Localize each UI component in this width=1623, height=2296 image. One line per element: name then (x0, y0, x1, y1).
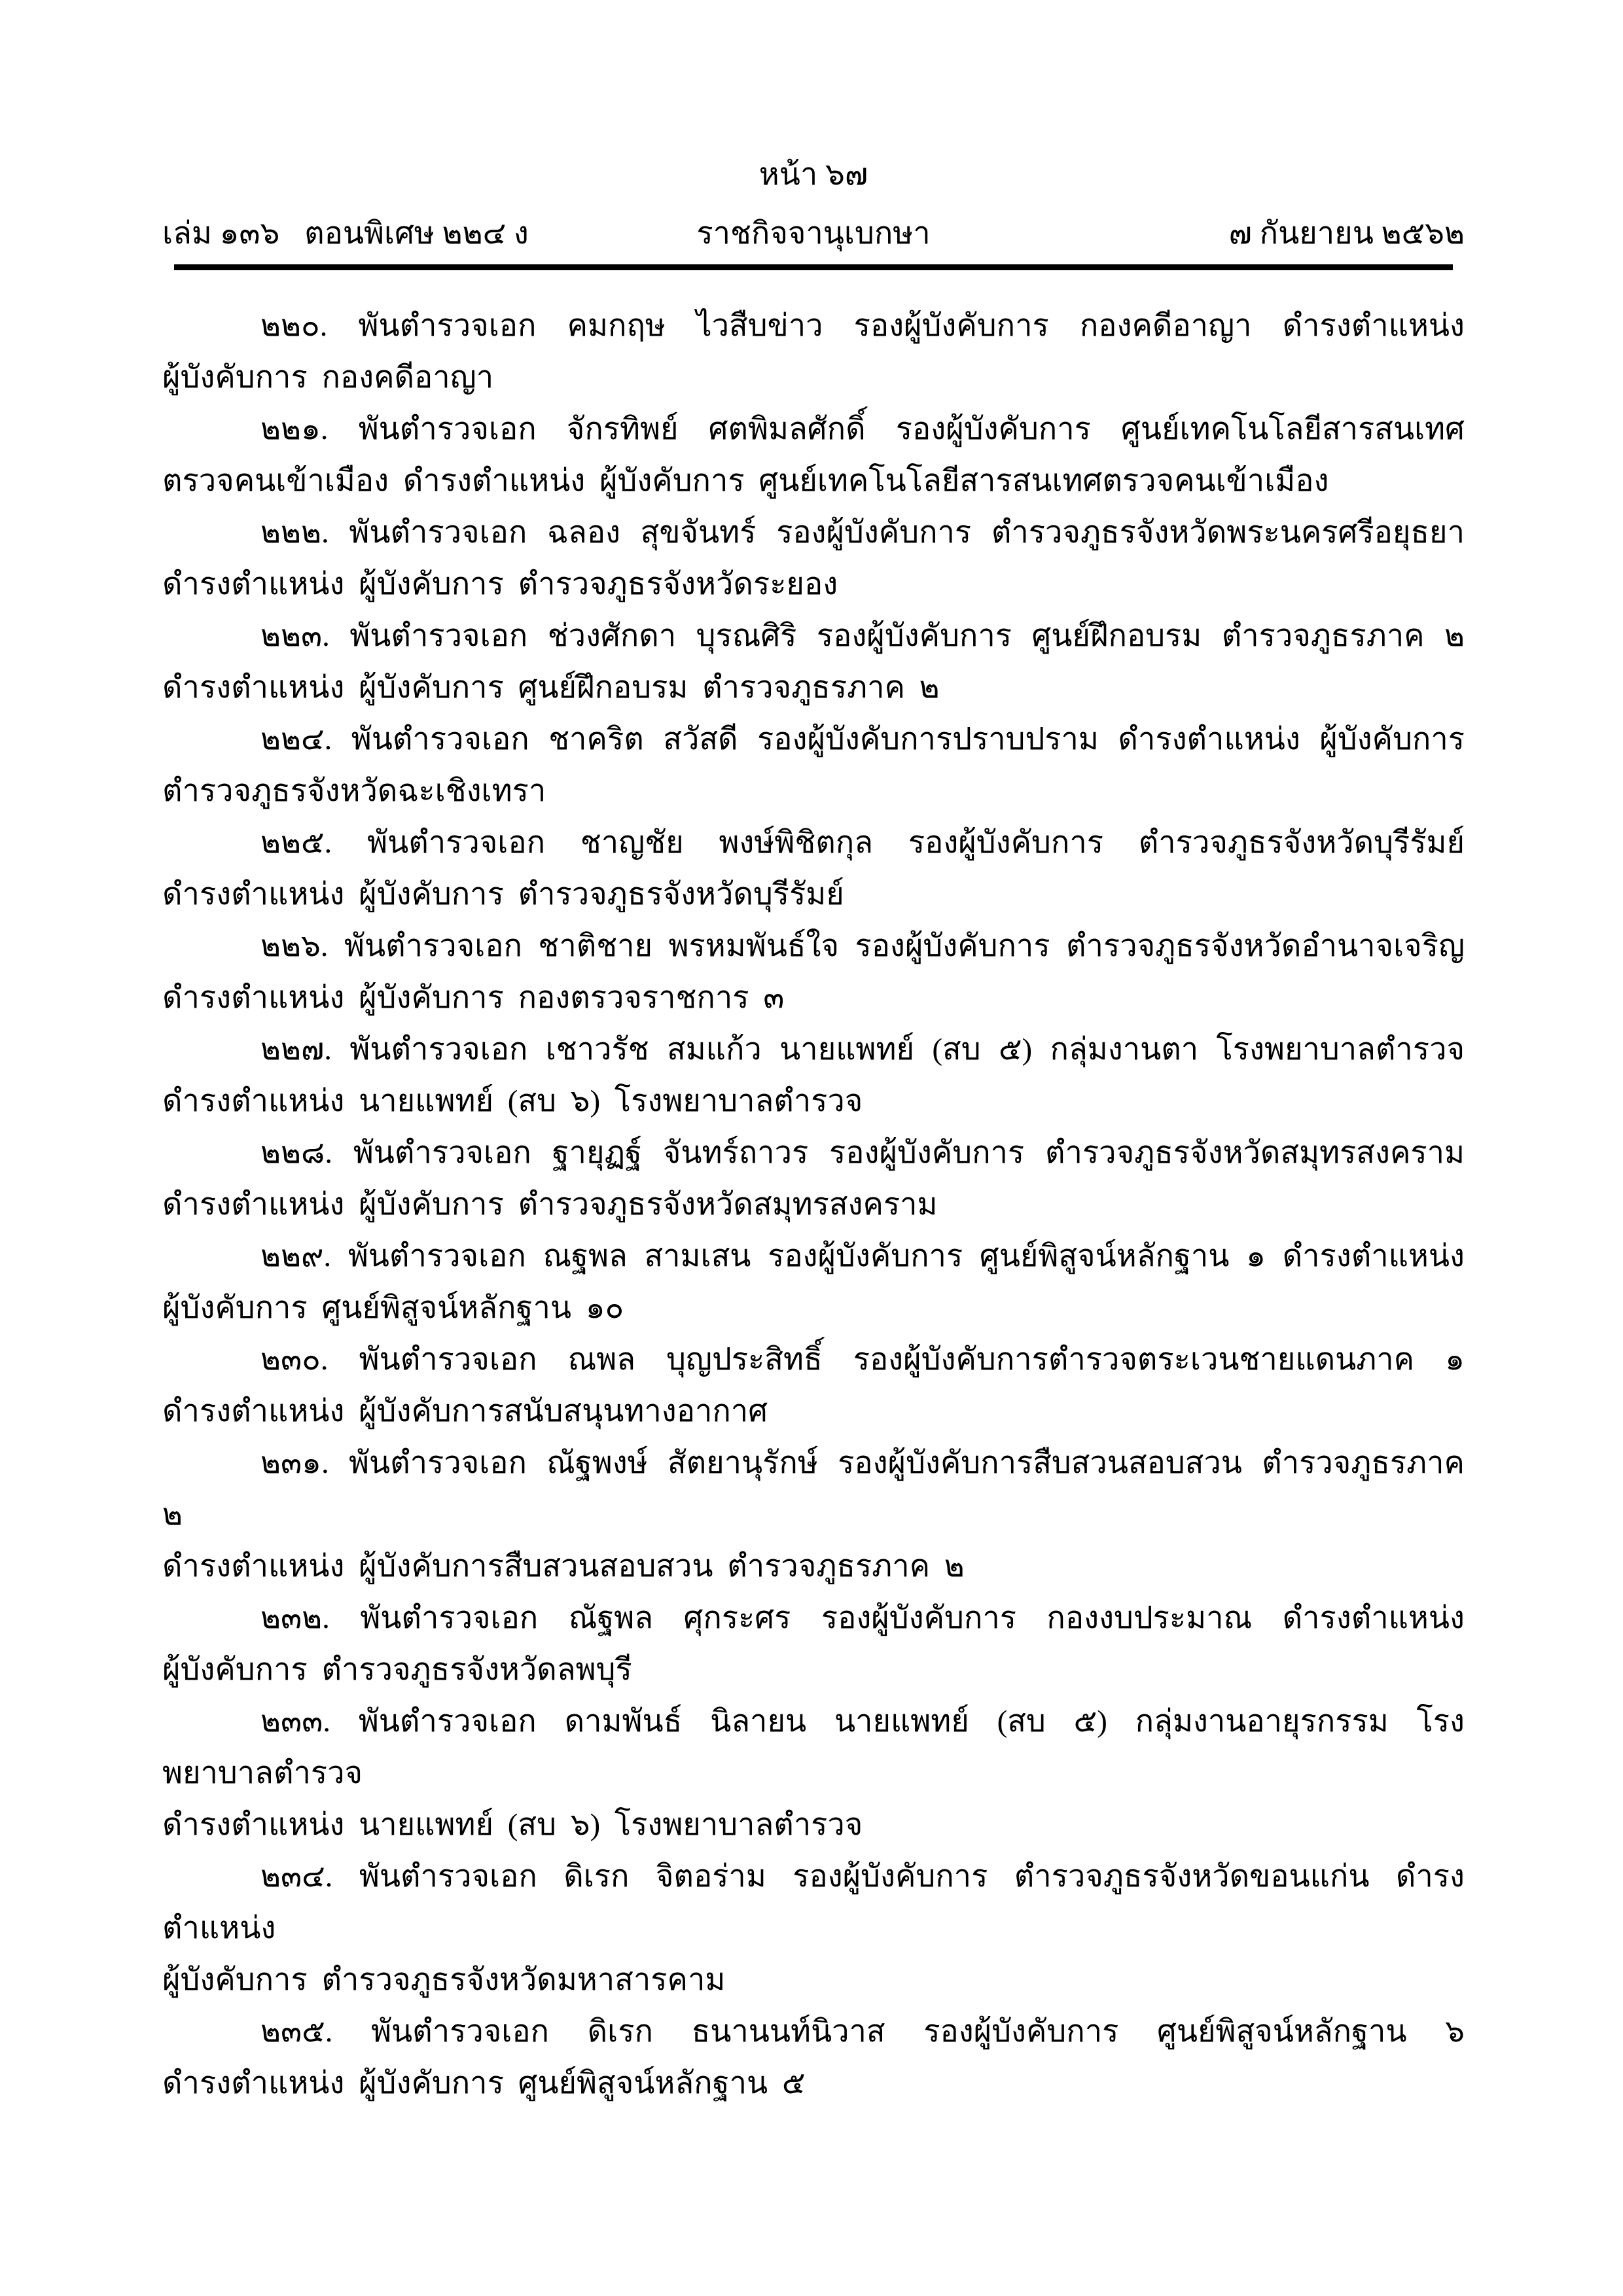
entry-first-line: ๒๒๕. พันตำรวจเอก ชาญชัย พงษ์พิชิตกุล รองผู้บังคับการ ตำรวจภูธรจังหวัดบุรีรัมย์ (260, 826, 1465, 860)
entry-continuation-line: ตำรวจภูธรจังหวัดฉะเชิงเทรา (162, 774, 546, 808)
entry-first-line: ๒๒๔. พันตำรวจเอก ชาคริต สวัสดี รองผู้บังคับการปราบปราม ดำรงตำแหน่ง ผู้บังคับการ (260, 722, 1465, 756)
appointment-entry (162, 300, 1465, 404)
appointment-entry (162, 404, 1465, 507)
appointment-entry (162, 1851, 1465, 2006)
entry-continuation-line: ผู้บังคับการ ศูนย์พิสูจน์หลักฐาน ๑๐ (162, 1291, 624, 1325)
appointment-entry (162, 921, 1465, 1024)
entry-first-line: ๒๓๒. พันตำรวจเอก ณัฐพล ศุกระศร รองผู้บังคับการ กองงบประมาณ ดำรงตำแหน่ง (260, 1601, 1465, 1635)
appointment-entry (162, 1024, 1465, 1127)
entry-first-line: ๒๒๓. พันตำรวจเอก ช่วงศักดา บุรณศิริ รองผู้บังคับการ ศูนย์ฝึกอบรม ตำรวจภูธรภาค ๒ (260, 619, 1465, 653)
entry-first-line: ๒๓๑. พันตำรวจเอก ณัฐพงษ์ สัตยานุรักษ์ รองผู้บังคับการสืบสวนสอบสวน ตำรวจภูธรภาค ๒ (162, 1446, 1465, 1532)
entry-continuation-line: ดำรงตำแหน่ง ผู้บังคับการสนับสนุนทางอากาศ (162, 1394, 768, 1428)
appointment-entries-list (162, 300, 1465, 2110)
gazette-title: ราชกิจจานุเบกษา (696, 217, 931, 251)
volume-issue (162, 215, 596, 253)
header-meta-row (162, 215, 1465, 253)
page-content (162, 156, 1465, 2110)
entry-first-line: ๒๒๑. พันตำรวจเอก จักรทิพย์ ศตพิมลศักดิ์ รองผู้บังคับการ ศูนย์เทคโนโลยีสารสนเทศ (260, 412, 1465, 446)
header-divider (174, 264, 1453, 270)
entry-continuation-line: ดำรงตำแหน่ง ผู้บังคับการ ศูนย์พิสูจน์หลักฐาน ๕ (162, 2066, 806, 2100)
entry-continuation-line: ดำรงตำแหน่ง ผู้บังคับการ ตำรวจภูธรจังหวัดบุรีรัมย์ (162, 877, 844, 911)
volume-label: เล่ม ๑๓๖ (162, 217, 280, 251)
appointment-entry (162, 610, 1465, 714)
entry-first-line: ๒๓๐. พันตำรวจเอก ณพล บุญประสิทธิ์ รองผู้บังคับการตำรวจตระเวนชายแดนภาค ๑ (260, 1343, 1465, 1377)
page-number-label: หน้า ๖๗ (758, 158, 868, 192)
entry-continuation-line: ดำรงตำแหน่ง นายแพทย์ (สบ ๖) โรงพยาบาลตำรวจ (162, 1084, 863, 1118)
entry-continuation-line: ดำรงตำแหน่ง ผู้บังคับการสืบสวนสอบสวน ตำรวจภูธรภาค ๒ (162, 1549, 965, 1583)
appointment-entry (162, 1593, 1465, 1696)
appointment-entry (162, 1127, 1465, 1231)
entry-first-line: ๒๒๗. พันตำรวจเอก เชาวรัช สมแก้ว นายแพทย์ (สบ ๕) กลุ่มงานตา โรงพยาบาลตำรวจ (260, 1033, 1465, 1067)
entry-continuation-line: ตรวจคนเข้าเมือง ดำรงตำแหน่ง ผู้บังคับการ ศูนย์เทคโนโลยีสารสนเทศตรวจคนเข้าเมือง (162, 464, 1329, 498)
entry-continuation-line: ผู้บังคับการ กองคดีอาญา (162, 361, 494, 395)
entry-first-line: ๒๒๙. พันตำรวจเอก ณฐพล สามเสน รองผู้บังคับการ ศูนย์พิสูจน์หลักฐาน ๑ ดำรงตำแหน่ง (260, 1239, 1465, 1273)
publication-date: ๗ กันยายน ๒๕๖๒ (1228, 217, 1465, 251)
entry-continuation-line: ผู้บังคับการ ตำรวจภูธรจังหวัดมหาสารคาม (162, 1963, 726, 1997)
appointment-entry (162, 507, 1465, 610)
entry-first-line: ๒๒๘. พันตำรวจเอก ฐายุฏฐ์ จันทร์ถาวร รองผู้บังคับการ ตำรวจภูธรจังหวัดสมุทรสงคราม (260, 1136, 1465, 1170)
entry-first-line: ๒๓๕. พันตำรวจเอก ดิเรก ธนานนท์นิวาส รองผู้บังคับการ ศูนย์พิสูจน์หลักฐาน ๖ (260, 2015, 1465, 2049)
appointment-entry (162, 1334, 1465, 1438)
entry-continuation-line: ดำรงตำแหน่ง ผู้บังคับการ ตำรวจภูธรจังหวัดระยอง (162, 567, 838, 601)
appointment-entry (162, 817, 1465, 921)
entry-continuation-line: ดำรงตำแหน่ง ผู้บังคับการ ตำรวจภูธรจังหวัดสมุทรสงคราม (162, 1188, 938, 1222)
appointment-entry (162, 1438, 1465, 1593)
entry-continuation-line: ดำรงตำแหน่ง ผู้บังคับการ ศูนย์ฝึกอบรม ตำรวจภูธรภาค ๒ (162, 671, 940, 705)
entry-continuation-line: ดำรงตำแหน่ง นายแพทย์ (สบ ๖) โรงพยาบาลตำรวจ (162, 1808, 863, 1842)
page-header (162, 156, 1465, 270)
entry-first-line: ๒๒๖. พันตำรวจเอก ชาติชาย พรหมพันธ์ใจ รองผู้บังคับการ ตำรวจภูธรจังหวัดอำนาจเจริญ (260, 929, 1465, 963)
appointment-entry (162, 714, 1465, 817)
entry-first-line: ๒๒๐. พันตำรวจเอก คมกฤษ ไวสืบข่าว รองผู้บังคับการ กองคดีอาญา ดำรงตำแหน่ง (260, 309, 1465, 343)
entry-first-line: ๒๒๒. พันตำรวจเอก ฉลอง สุขจันทร์ รองผู้บังคับการ ตำรวจภูธรจังหวัดพระนครศรีอยุธยา (260, 516, 1465, 550)
issue-label: ตอนพิเศษ ๒๒๔ ง (304, 217, 529, 251)
appointment-entry (162, 2006, 1465, 2110)
entry-continuation-line: ผู้บังคับการ ตำรวจภูธรจังหวัดลพบุรี (162, 1653, 632, 1687)
entry-first-line: ๒๓๔. พันตำรวจเอก ดิเรก จิตอร่าม รองผู้บังคับการ ตำรวจภูธรจังหวัดขอนแก่น ดำรงตำแหน่ง (162, 1860, 1465, 1945)
entry-first-line: ๒๓๓. พันตำรวจเอก ดามพันธ์ นิลายน นายแพทย์ (สบ ๕) กลุ่มงานอายุรกรรม โรงพยาบาลตำรวจ (162, 1704, 1465, 1790)
entry-continuation-line: ดำรงตำแหน่ง ผู้บังคับการ กองตรวจราชการ ๓ (162, 981, 785, 1015)
appointment-entry (162, 1231, 1465, 1334)
appointment-entry (162, 1696, 1465, 1851)
